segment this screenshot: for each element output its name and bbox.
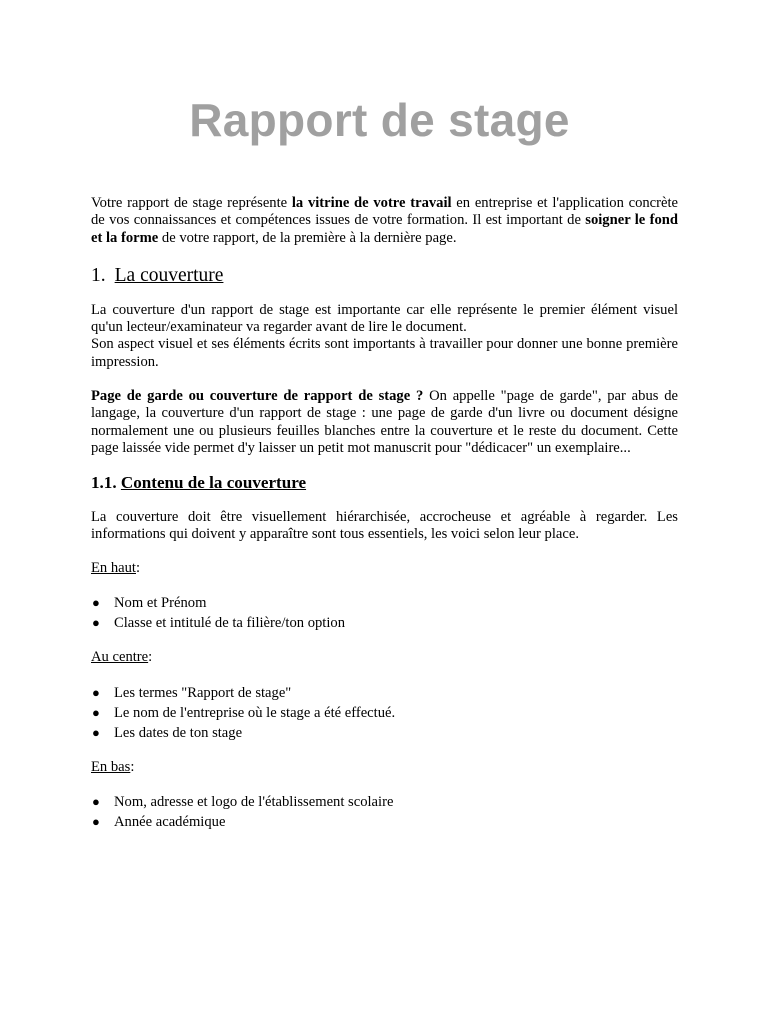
subsection-1-1-paragraph: La couverture doit être visuellement hiérarchisée, accrocheuse et agréable à regarder. Les informations qui doivent y apparaître sont tous essentiels, les voici selon leur place. (91, 508, 678, 542)
bullet-icon: ● (92, 684, 100, 700)
group-bottom-label-text: En bas (91, 758, 131, 775)
list-item-text: Le nom de l'entreprise où le stage a été effectué. (114, 704, 396, 721)
document-title: Rapport de stage (189, 94, 570, 146)
document-body (91, 195, 678, 832)
intro-text-2: en entreprise et l'application concrète de vos connaissances et compétences issues de votre formation. Il est important de (91, 195, 679, 229)
section-1-paragraph-1: La couverture d'un rapport de stage est importante car elle représente le premier élément visuel qu'un lecteur/examinateur va regarder avant de lire le document. (91, 301, 678, 336)
section-1-paragraph-3-text: On appelle "page de garde", par abus de langage, la couverture d'un rapport de stage : une page de garde d'un livre ou document désigne normalement une ou plusieurs feuilles blanches entre la couverture et le reste du document. Cette page laissée vide permet d'y laisser un petit mot manuscrit pour "dédicacer" un exemplaire... (91, 388, 678, 456)
group-bottom-colon: : (130, 758, 135, 775)
list-item (91, 723, 678, 743)
section-1-paragraph-2: Son aspect visuel et ses éléments écrits sont importants à travailler pour donner une bonne première impression. (91, 336, 678, 370)
list-item-text: Classe et intitulé de ta filière/ton option (114, 615, 346, 632)
section-1-paragraph-3 (91, 388, 678, 457)
group-bottom-label (91, 759, 678, 776)
intro-paragraph (91, 195, 678, 247)
list-item (91, 703, 678, 723)
bullet-icon: ● (92, 814, 100, 830)
list-item (91, 812, 678, 832)
group-center-label-text: Au centre (91, 649, 149, 666)
list-item (91, 683, 678, 703)
bullet-icon: ● (92, 615, 100, 631)
section-1-heading (91, 264, 678, 288)
intro-bold-1: la vitrine de votre travail (291, 195, 452, 211)
group-top-colon: : (136, 560, 141, 577)
section-1-number: 1. (91, 264, 106, 286)
group-top-label-text: En haut (91, 560, 136, 577)
subsection-1-1-number: 1.1. (91, 473, 117, 493)
group-center-colon: : (148, 649, 153, 666)
section-1-title: La couverture (114, 264, 224, 286)
list-item-text: Année académique (114, 814, 226, 831)
group-top-label (91, 560, 678, 577)
intro-text-3: de votre rapport, de la première à la dernière page. (158, 229, 457, 246)
group-bottom-list (91, 792, 678, 832)
bullet-icon: ● (92, 704, 100, 720)
subsection-1-1-title: Contenu de la couverture (120, 473, 307, 493)
list-item-text: Nom, adresse et logo de l'établissement scolaire (114, 794, 394, 811)
list-item-text: Les termes "Rapport de stage" (114, 684, 292, 701)
bullet-icon: ● (92, 794, 100, 810)
list-item (91, 593, 678, 613)
list-item-text: Nom et Prénom (114, 595, 207, 612)
subsection-1-1-heading (91, 474, 678, 491)
group-center-list (91, 683, 678, 743)
bullet-icon: ● (92, 595, 100, 611)
list-item-text: Les dates de ton stage (114, 724, 243, 741)
list-item (91, 613, 678, 633)
intro-bold-2: soigner le fond et la forme (91, 212, 678, 246)
list-item (91, 792, 678, 812)
intro-text-1: Votre rapport de stage représente (91, 195, 292, 211)
group-top-list (91, 593, 678, 633)
group-center-label (91, 649, 678, 666)
bullet-icon: ● (92, 724, 100, 740)
section-1-paragraph-3-bold: Page de garde ou couverture de rapport de stage ? (91, 388, 424, 405)
